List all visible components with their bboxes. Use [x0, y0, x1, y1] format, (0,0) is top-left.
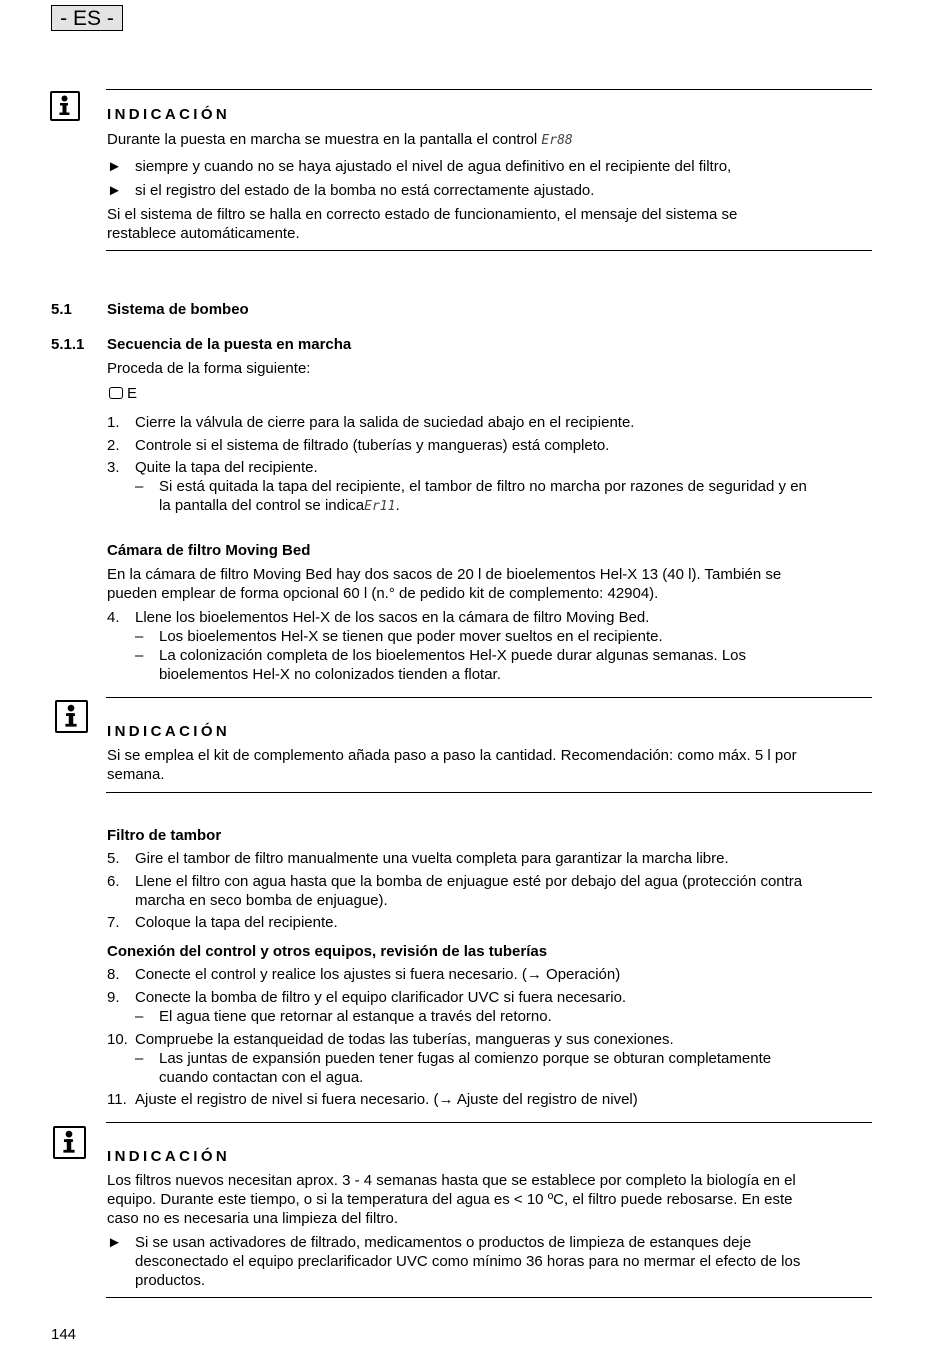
note-title: INDICACIÓN: [107, 723, 231, 740]
note-text: Si se emplea el kit de complemento añada paso a paso la cantidad. Recomendación: como máx. 5 l por: [107, 747, 797, 764]
note-text: Si el sistema de filtro se halla en correcto estado de funcionamiento, el mensaje del sistema se: [107, 206, 738, 223]
sub-text: Si está quitada la tapa del recipiente, el tambor de filtro no marcha por razones de seguridad y en: [159, 478, 807, 495]
bullet-item: Si se usan activadores de filtrado, medicamentos o productos de limpieza de estanques deje: [135, 1234, 752, 1251]
step-number: 1.: [107, 414, 120, 431]
info-icon: [50, 91, 80, 121]
step-number: 2.: [107, 437, 120, 454]
subheading: Conexión del control y otros equipos, revisión de las tuberías: [107, 943, 548, 960]
step-number: 7.: [107, 914, 120, 931]
sub-dash: –: [135, 647, 144, 664]
sub-text: cuando contactan con el agua.: [159, 1069, 364, 1086]
bullet-arrow-icon: ►: [107, 182, 122, 199]
section-title: Secuencia de la puesta en marcha: [107, 336, 352, 353]
note-divider-bottom: [106, 1297, 872, 1298]
section-title: Sistema de bombeo: [107, 301, 249, 318]
note-text: caso no es necesaria una limpieza del filtro.: [107, 1210, 398, 1227]
sub-text: La colonización completa de los bioelementos Hel-X puede durar algunas semanas. Los: [159, 647, 747, 664]
note-text: Los filtros nuevos necesitan aprox. 3 - 4 semanas hasta que se establece por completo la biología en el: [107, 1172, 796, 1189]
info-icon: [55, 700, 88, 733]
paragraph: En la cámara de filtro Moving Bed hay dos sacos de 20 l de bioelementos Hel-X 13 (40 l). También se: [107, 566, 782, 583]
note-text: equipo. Durante este tiempo, o si la temperatura del agua es < 10 ºC, el filtro puede rebosarse. En este: [107, 1191, 793, 1208]
figure-box-icon: [109, 387, 123, 399]
sub-text: bioelementos Hel-X no colonizados tienden a flotar.: [159, 666, 501, 683]
display-code: Er11: [364, 499, 396, 514]
sub-dash: –: [135, 478, 144, 495]
note-text: Durante la puesta en marcha se muestra en la pantalla el control Er88: [107, 131, 573, 148]
note-text: restablece automáticamente.: [107, 225, 300, 242]
step-text: Cierre la válvula de cierre para la salida de suciedad abajo en el recipiente.: [135, 414, 635, 431]
step-text: Conecte el control y realice los ajustes si fuera necesario. (→ Operación): [135, 966, 621, 983]
sub-text: Las juntas de expansión pueden tener fugas al comienzo porque se obturan completamente: [159, 1050, 772, 1067]
paragraph: Proceda de la forma siguiente:: [107, 360, 311, 377]
step-text: marcha en seco bomba de enjuague).: [135, 892, 388, 909]
step-number: 3.: [107, 459, 120, 476]
step-text: Ajuste el registro de nivel si fuera necesario. (→ Ajuste del registro de nivel): [135, 1091, 638, 1108]
step-text: Quite la tapa del recipiente.: [135, 459, 318, 476]
info-icon: [53, 1126, 86, 1159]
bullet-arrow-icon: ►: [107, 158, 122, 175]
sub-dash: –: [135, 628, 144, 645]
step-text: Compruebe la estanqueidad de todas las tuberías, mangueras y sus conexiones.: [135, 1031, 674, 1048]
step-number: 10.: [107, 1031, 128, 1048]
step-number: 5.: [107, 850, 120, 867]
bullet-item: siempre y cuando no se haya ajustado el nivel de agua definitivo en el recipiente del filtro,: [135, 158, 732, 175]
note-divider-bottom: [106, 792, 872, 793]
note-divider-top: [106, 89, 872, 90]
page-number: 144: [51, 1326, 77, 1343]
note-divider-bottom: [106, 250, 872, 251]
language-tag: - ES -: [51, 5, 123, 31]
section-number: 5.1.1: [51, 336, 85, 353]
note-divider-top: [106, 1122, 872, 1123]
subheading: Cámara de filtro Moving Bed: [107, 542, 311, 559]
subheading: Filtro de tambor: [107, 827, 222, 844]
step-text: Gire el tambor de filtro manualmente una vuelta completa para garantizar la marcha libre.: [135, 850, 729, 867]
display-code: Er88: [541, 133, 573, 148]
step-text: Llene el filtro con agua hasta que la bomba de enjuague esté por debajo del agua (protección contra: [135, 873, 803, 890]
sub-text: El agua tiene que retornar al estanque a través del retorno.: [159, 1008, 552, 1025]
bullet-item: si el registro del estado de la bomba no está correctamente ajustado.: [135, 182, 595, 199]
sub-text: Los bioelementos Hel-X se tienen que poder mover sueltos en el recipiente.: [159, 628, 663, 645]
bullet-item: productos.: [135, 1272, 206, 1289]
bullet-arrow-icon: ►: [107, 1234, 122, 1251]
note-text: semana.: [107, 766, 165, 783]
step-text: Coloque la tapa del recipiente.: [135, 914, 338, 931]
step-text: Llene los bioelementos Hel-X de los sacos en la cámara de filtro Moving Bed.: [135, 609, 650, 626]
note-title: INDICACIÓN: [107, 1148, 231, 1165]
step-number: 8.: [107, 966, 120, 983]
bullet-item: desconectado el equipo preclarificador UVC como mínimo 36 horas para no mermar el efecto de los: [135, 1253, 801, 1270]
figure-ref: E: [109, 384, 137, 403]
sub-dash: –: [135, 1050, 144, 1067]
note-divider-top: [106, 697, 872, 698]
step-number: 11.: [107, 1091, 127, 1108]
step-number: 9.: [107, 989, 120, 1006]
note-title: INDICACIÓN: [107, 106, 231, 123]
step-text: Conecte la bomba de filtro y el equipo clarificador UVC si fuera necesario.: [135, 989, 627, 1006]
section-number: 5.1: [51, 301, 72, 318]
sub-text: la pantalla del control se indicaEr11.: [159, 497, 400, 514]
sub-dash: –: [135, 1008, 144, 1025]
step-number: 4.: [107, 609, 120, 626]
paragraph: pueden emplear de forma opcional 60 l (n.° de pedido kit de complemento: 42904).: [107, 585, 659, 602]
step-text: Controle si el sistema de filtrado (tuberías y mangueras) está completo.: [135, 437, 610, 454]
step-number: 6.: [107, 873, 120, 890]
